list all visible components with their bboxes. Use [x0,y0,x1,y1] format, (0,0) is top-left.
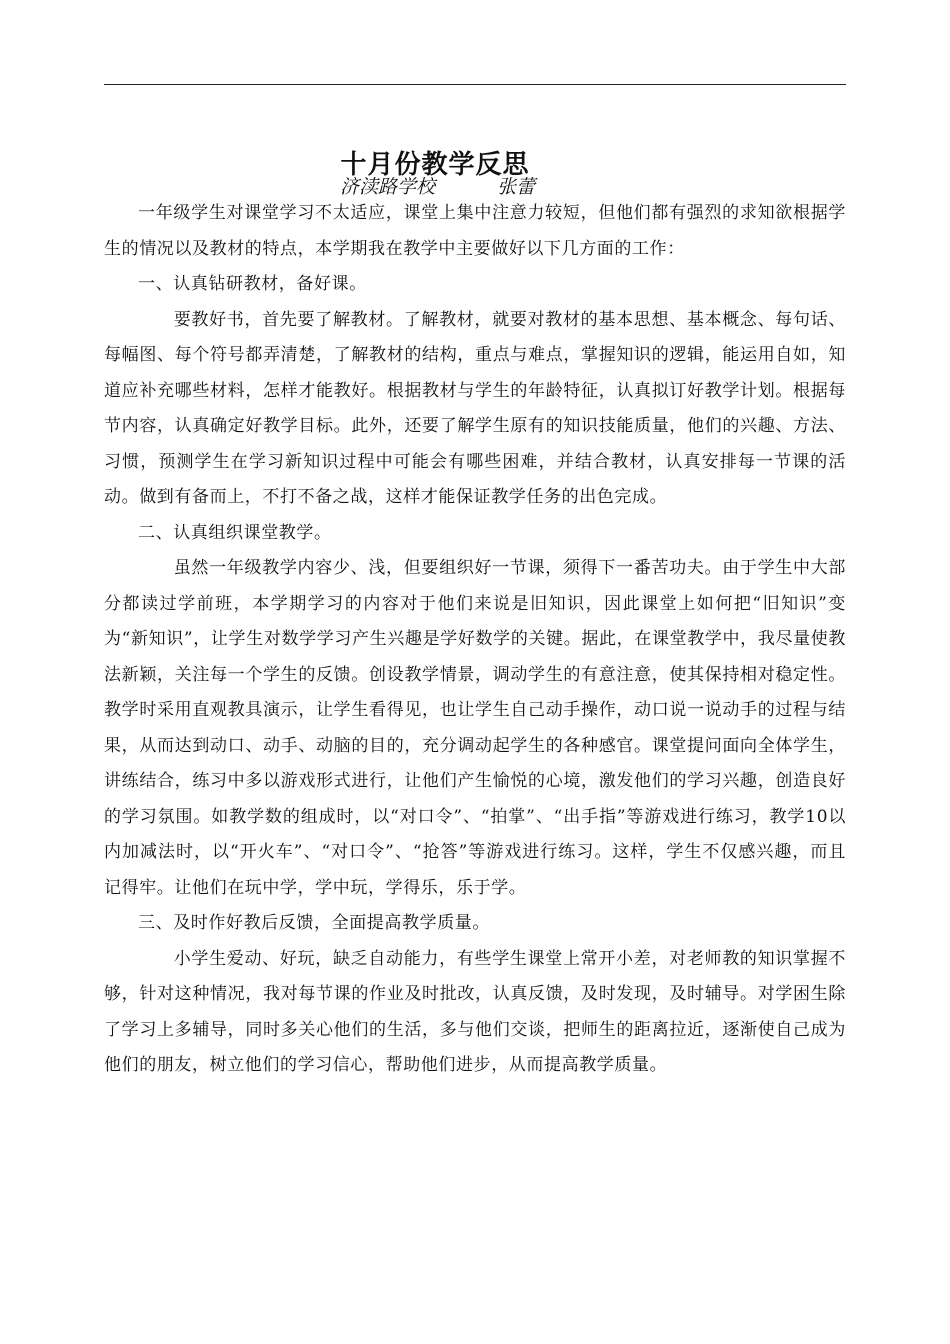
intro-paragraph: 一年级学生对课堂学习不太适应，课堂上集中注意力较短，但他们都有强烈的求知欲根据学生的情况以及教材的特点，本学期我在教学中主要做好以下几方面的工作： [104,203,846,259]
document-title: 十月份教学反思 [340,150,530,181]
section-heading-2: 二、认真组织课堂教学。 [138,522,332,543]
document-body [104,196,846,1084]
section-heading-3: 三、及时作好教后反馈，全面提高教学质量。 [138,913,490,933]
author-name: 张蕾 [497,176,536,198]
section-paragraph-3: 小学生爱动、好玩，缺乏自动能力，有些学生课堂上常开小差，对老师教的知识掌握不够，针对这种情况，我对每节课的作业及时批改，认真反馈，及时发现，及时辅导。对学困生除了学习上多辅导，同时多关心他们的生活，多与他们交谈，把师生的距离拉近，逐渐使自己成为他们的朋友，树立他们的学习信心，帮助他们进步，从而提高教学质量。 [104,948,846,1075]
header-rule [104,84,846,85]
section-heading-1: 一、认真钻研教材，备好课。 [138,274,367,294]
school-name: 济渎路学校 [340,176,436,198]
section-paragraph-1: 要教好书，首先要了解教材。了解教材，就要对教材的基本思想、基本概念、每句话、每幅图、每个符号都弄清楚，了解教材的结构，重点与难点，掌握知识的逻辑，能运用自如，知道应补充哪些材料，怎样才能教好。根据教材与学生的年龄特征，认真拟订好教学计划。根据每节内容，认真确定好教学目标。此外，还要了解学生原有的知识技能质量，他们的兴趣、方法、习惯，预测学生在学习新知识过程中可能会有哪些困难，并结合教材，认真安排每一节课的活动。做到有备而上，不打不备之战，这样才能保证教学任务的出色完成。 [104,309,846,507]
section-paragraph-2: 虽然一年级教学内容少、浅，但要组织好一节课，须得下一番苦功夫。由于学生中大部分都读过学前班，本学期学习的内容对于他们来说是旧知识，因此课堂上如何把“旧知识”变为“新知识”，让学生对数学学习产生兴趣是学好数学的关键。据此，在课堂教学中，我尽量使教法新颖，关注每一个学生的反馈。创设教学情景，调动学生的有意注意，使其保持相对稳定性。教学时采用直观教具演示，让学生看得见，也让学生自己动手操作，动口说一说动手的过程与结果，从而达到动口、动手、动脑的目的，充分调动起学生的各种感官。课堂提问面向全体学生，讲练结合，练习中多以游戏形式进行，让他们产生愉悦的心境，激发他们的学习兴趣，创造良好的学习氛围。如教学数的组成时，以“对口令”、“拍掌”、“出手指”等游戏进行练习，教学10以内加减法时，以“开火车”、“对口令”、“抢答”等游戏进行练习。这样，学生不仅感兴趣，而且记得牢。让他们在玩中学，学中玩，学得乐，乐于学。 [104,558,846,898]
